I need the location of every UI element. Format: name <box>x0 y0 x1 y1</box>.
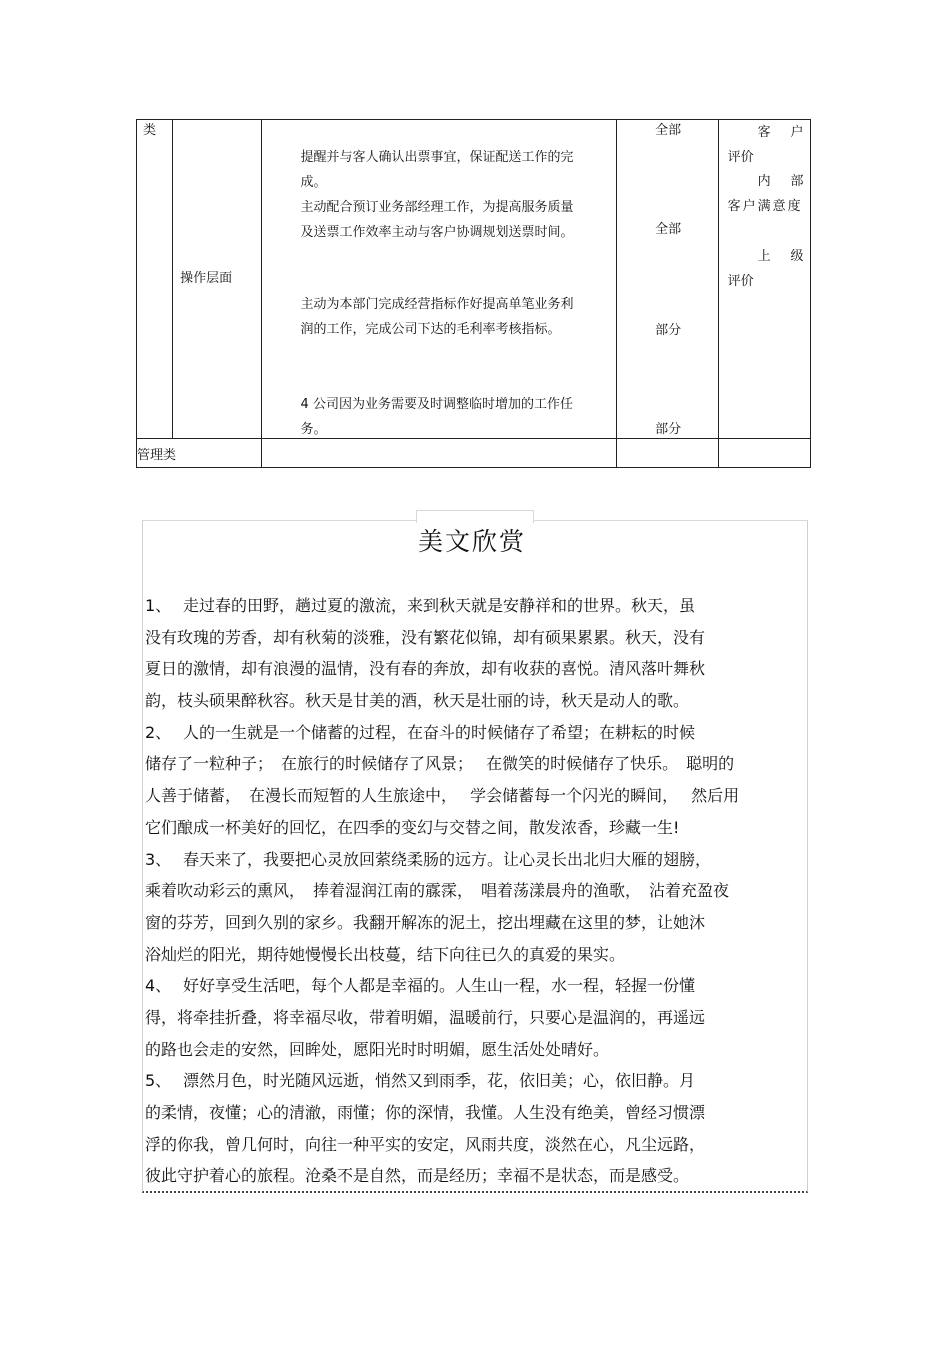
article-line-text: 浴灿烂的阳光，期待她慢慢长出枝蔓，结下向往已久的真爱的果实。 <box>145 944 626 964</box>
article-line-text: 春天来了，我要把心灵放回萦绕柔肠的远方。让心灵长出北归大雁的翅膀， <box>183 849 712 869</box>
article-line-text: 的柔情，夜懂；心的清澈，雨懂；你的深情，我懂。人生没有绝美，曾经习惯漂 <box>145 1103 706 1122</box>
evaluation-text: 评价 <box>727 150 754 165</box>
evaluation-item <box>728 120 804 170</box>
article-line-text: 彼此守护着心的旅程。沧桑不是自然，而是经历；幸福不是状态，而是感受。 <box>145 1166 690 1186</box>
article-line <box>145 1160 805 1192</box>
scope-value: 部分 <box>655 323 682 338</box>
article-body <box>145 590 805 1192</box>
evaluation-word: 内 <box>757 174 771 189</box>
article-line <box>145 875 805 907</box>
scope-value: 全部 <box>655 123 682 138</box>
evaluation-cell <box>718 120 810 439</box>
category-cell <box>137 120 173 439</box>
duty-table <box>136 119 811 468</box>
article-line <box>145 685 805 717</box>
article-line <box>145 907 805 939</box>
article-line-text: 它们酿成一杯美好的回忆，在四季的变幻与交替之间，散发浓香，珍藏一生! <box>145 817 680 837</box>
paragraph-number: 5、 <box>145 1071 172 1091</box>
content-item: 主动为本部门完成经营指标作好提高单笔业务利润的工作，完成公司下达的毛利率考核指标。 <box>300 297 574 337</box>
article-line-text: 窗的芬芳，回到久别的家乡。我翻开解冻的泥土，挖出埋藏在这里的梦，让她沐 <box>145 912 706 932</box>
article-line-text: 人的一生就是一个储蓄的过程，在奋斗的时候储存了希望；在耕耘的时候 <box>183 722 696 742</box>
content-item: 4 公司因为业务需要及时调整临时增加的工作任务。 <box>300 397 573 437</box>
evaluation-word: 户 <box>790 125 804 140</box>
content-item: 提醒并与客人确认出票事宜，保证配送工作的完成。 <box>300 150 574 190</box>
paragraph-number: 3、 <box>145 849 172 869</box>
evaluation-text: 客户满意度 <box>727 199 803 214</box>
article-line <box>145 622 805 654</box>
article-line <box>145 970 805 1002</box>
evaluation-item <box>728 244 804 294</box>
paragraph-number: 1、 <box>145 596 172 615</box>
evaluation-text: 评价 <box>727 274 754 289</box>
operation-row <box>137 120 811 439</box>
scope-value: 部分 <box>655 422 682 437</box>
content-cell <box>261 120 617 439</box>
article-line-text: 人善于储蓄， 在漫长而短暂的人生旅途中， 学会储蓄每一个闪光的瞬间， 然后用 <box>145 786 740 806</box>
evaluation-word: 级 <box>790 249 804 264</box>
content-item: 主动配合预订业务部经理工作，为提高服务质量及送票工作效率主动与客户协调规划送票时间。 <box>300 200 574 240</box>
article-line <box>145 939 805 971</box>
article-line-text: 得，将牵挂折叠，将幸福尽收，带着明媚，温暖前行，只要心是温润的，再遥远 <box>145 1007 706 1027</box>
article-line-text: 浮的你我，曾几何时，向往一种平实的安定，风雨共度，淡然在心，凡尘远路， <box>145 1134 706 1154</box>
scope-value: 全部 <box>655 222 682 237</box>
category-fragment: 类 <box>143 123 157 138</box>
evaluation-word: 部 <box>790 174 804 189</box>
article-line-text: 储存了一粒种子； 在旅行的时候储存了风景； 在微笑的时候储存了快乐。 聪明的 <box>145 754 735 774</box>
article-line-text: 乘着吹动彩云的熏风， 捧着湿润江南的霡霂， 唱着荡漾晨舟的渔歌， 沾着充盈夜 <box>145 881 730 901</box>
management-row <box>137 439 811 468</box>
article-line <box>145 780 805 812</box>
article-line <box>145 1097 805 1129</box>
article-line-text: 走过春的田野，趟过夏的激流，来到秋天就是安静祥和的世界。秋天，虽 <box>183 596 696 615</box>
article-line-text: 漂然月色，时光随风远逝，悄然又到雨季，花，依旧美；心，依旧静。月 <box>183 1071 696 1091</box>
evaluation-word: 上 <box>757 249 771 264</box>
level-cell <box>173 120 261 439</box>
article-line <box>145 653 805 685</box>
article-line-text: 韵，枝头硕果醉秋容。秋天是甘美的酒，秋天是壮丽的诗，秋天是动人的歌。 <box>145 691 690 711</box>
article-line <box>145 590 805 622</box>
evaluation-word: 客 <box>757 125 771 140</box>
article-line <box>145 1034 805 1066</box>
article-line <box>145 1002 805 1034</box>
article-line <box>145 748 805 780</box>
article-line <box>145 844 805 876</box>
article-line-text: 好好享受生活吧，每个人都是幸福的。人生山一程，水一程，轻握一份懂 <box>183 976 696 996</box>
empty-cell <box>718 439 810 468</box>
article-title: 美文欣赏 <box>418 527 527 556</box>
article-line-text: 夏日的激情，却有浪漫的温情，没有春的奔放，却有收获的喜悦。清风落叶舞秋 <box>145 659 706 679</box>
article-line <box>145 1129 805 1161</box>
paragraph-number: 2、 <box>145 722 172 742</box>
evaluation-item <box>728 169 804 219</box>
article-line <box>145 1065 805 1097</box>
article-line <box>145 717 805 749</box>
scope-cell <box>617 120 718 439</box>
management-label: 管理类 <box>137 439 262 468</box>
article-line-text: 没有玫瑰的芳香，却有秋菊的淡雅，没有繁花似锦，却有硕果累累。秋天，没有 <box>145 627 706 647</box>
article-line-text: 的路也会走的安然，回眸处，愿阳光时时明媚，愿生活处处晴好。 <box>145 1039 610 1059</box>
paragraph-number: 4、 <box>145 976 172 996</box>
empty-cell <box>617 439 718 468</box>
article-line <box>145 812 805 844</box>
level-label: 操作层面 <box>180 271 233 286</box>
empty-cell <box>261 439 617 468</box>
